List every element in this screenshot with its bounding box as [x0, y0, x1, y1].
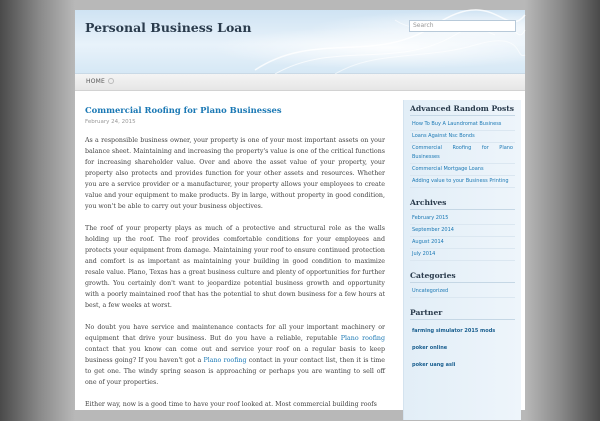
advanced-random-posts-list [410, 119, 515, 188]
archive-link[interactable]: February 2015 [410, 213, 515, 225]
sidebar-heading-categories: Categories [410, 271, 515, 283]
post-text: contact in your contact list, then it is time to get one. The windy spring season is approaching or perhaps you are wanting to sell off one of your properties. [85, 357, 385, 386]
post-date: February 24, 2015 [85, 119, 136, 125]
partner-list [410, 323, 515, 374]
archive-link[interactable]: July 2014 [410, 249, 515, 261]
category-link[interactable]: Uncategorized [410, 286, 515, 298]
sidebar-post-link[interactable]: How To Buy A Laundromat Business [410, 119, 515, 131]
sidebar-heading-partner: Partner [410, 308, 515, 320]
sidebar [403, 100, 521, 420]
archive-link[interactable]: September 2014 [410, 225, 515, 237]
plano-roofing-link[interactable]: Plano roofing [203, 357, 247, 364]
partner-link[interactable]: poker online [412, 345, 448, 351]
site-title[interactable]: Personal Business Loan [85, 20, 252, 35]
partner-link[interactable]: farming simulator 2015 mods [412, 328, 496, 334]
post-paragraph [85, 322, 385, 388]
sidebar-post-link[interactable]: Adding value to your Business Printing [410, 176, 515, 188]
main-content [85, 105, 385, 421]
categories-list [410, 286, 515, 298]
archive-link[interactable]: August 2014 [410, 237, 515, 249]
search-input[interactable]: Search [409, 20, 516, 32]
post-body [85, 135, 385, 410]
post-text: contact that you know can come out and service your roof on a regular basis to keep business going? If you haven't got a [85, 346, 385, 364]
post-title[interactable]: Commercial Roofing for Plano Businesses [85, 105, 282, 115]
sidebar-post-link[interactable]: Commercial Roofing for Plano Businesses [410, 143, 515, 164]
header [75, 10, 525, 74]
post-paragraph: As a responsible business owner, your property is one of your most important assets on your balance sheet. Maintaining and increasing the property's value is one of the critical functions for increasing shareholder value. Over and above the asset value of your property, your property also protects and provides function for your other assets and resources. Whether you are a service provider or a manufacturer, your property allows your employees to create value and your equipment to make products. By in large, without property in good condition, you won't be able to carry out your business objectives. [85, 137, 385, 210]
sidebar-heading-advanced-random-posts: Advanced Random Posts [410, 104, 515, 116]
nav-home-link[interactable]: HOME [86, 78, 106, 85]
post-paragraph: Either way, now is a good time to have your roof looked at. Most commercial building roofs [85, 401, 377, 408]
partner-link[interactable]: poker uang asli [412, 362, 456, 368]
nav-bar [75, 74, 525, 91]
archives-list [410, 213, 515, 261]
post-text: No doubt you have service and maintenance contacts for all your important machinery or equipment that drive your business. But do you have a reliable, reputable [85, 324, 385, 342]
sidebar-post-link[interactable]: Commercial Mortgage Loans [410, 164, 515, 176]
page-container [75, 10, 525, 410]
sidebar-heading-archives: Archives [410, 198, 515, 210]
post-paragraph: The roof of your property plays as much of a protective and structural role as the walls holding up the roof. The roof provides comfortable conditions for your employees and protects your equipment from damage. Maintaining your roof to ensure continued protection and comfort is as important as maintaining your building in good condition to maximize resale value. Plano, Texas has a great business culture and plenty of opportunities for further growth. You certainly don't want to jeopardize potential business growth and opportunity with a poorly maintained roof that has the potential to shut down business for a few hours at best, a few weeks at worst. [85, 225, 385, 309]
plano-roofing-link[interactable]: Plano roofing [340, 335, 385, 342]
nav-separator-icon [108, 78, 114, 84]
sidebar-post-link[interactable]: Loans Against Nsc Bonds [410, 131, 515, 143]
